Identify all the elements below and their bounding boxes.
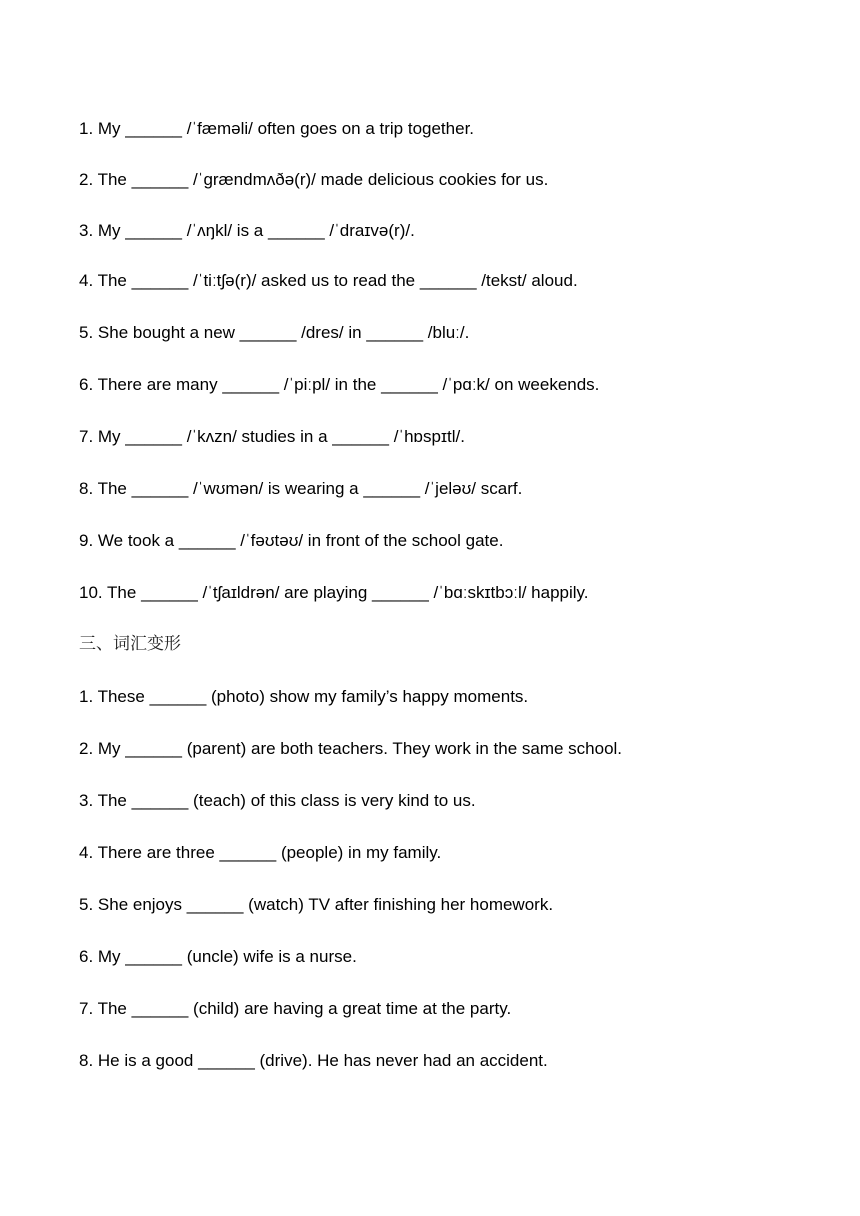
word-form-item-7: 7. The ______ (child) are having a great time at the party. bbox=[79, 999, 512, 1018]
pronunciation-item-4: 4. The ______ /ˈtiːtʃə(r)/ asked us to read the ______ /tekst/ aloud. bbox=[79, 271, 578, 290]
pronunciation-item-2: 2. The ______ /ˈɡrændmʌðə(r)/ made delicious cookies for us. bbox=[79, 170, 549, 189]
word-form-item-6: 6. My ______ (uncle) wife is a nurse. bbox=[79, 947, 357, 966]
pronunciation-item-7: 7. My ______ /ˈkʌzn/ studies in a ______ /ˈhɒspɪtl/. bbox=[79, 427, 465, 446]
pronunciation-item-8: 8. The ______ /ˈwʊmən/ is wearing a ______ /ˈjeləʊ/ scarf. bbox=[79, 479, 523, 498]
word-form-item-1: 1. These ______ (photo) show my family’s happy moments. bbox=[79, 687, 529, 706]
section-heading-word-forms: 三、词汇变形 bbox=[79, 634, 181, 654]
word-form-item-5: 5. She enjoys ______ (watch) TV after finishing her homework. bbox=[79, 895, 554, 914]
word-form-item-4: 4. There are three ______ (people) in my family. bbox=[79, 843, 442, 862]
pronunciation-item-5: 5. She bought a new ______ /dres/ in ______ /bluː/. bbox=[79, 323, 470, 342]
pronunciation-item-1: 1. My ______ /ˈfæməli/ often goes on a trip together. bbox=[79, 119, 475, 138]
pronunciation-item-9: 9. We took a ______ /ˈfəʊtəʊ/ in front of the school gate. bbox=[79, 531, 504, 550]
pronunciation-item-6: 6. There are many ______ /ˈpiːpl/ in the ______ /ˈpɑːk/ on weekends. bbox=[79, 375, 600, 394]
word-form-item-8: 8. He is a good ______ (drive). He has never had an accident. bbox=[79, 1051, 548, 1070]
pronunciation-item-10: 10. The ______ /ˈtʃaɪldrən/ are playing ______ /ˈbɑːskɪtbɔːl/ happily. bbox=[79, 583, 589, 602]
word-form-item-2: 2. My ______ (parent) are both teachers. They work in the same school. bbox=[79, 739, 623, 758]
word-form-item-3: 3. The ______ (teach) of this class is very kind to us. bbox=[79, 791, 476, 810]
pronunciation-item-3: 3. My ______ /ˈʌŋkl/ is a ______ /ˈdraɪvə(r)/. bbox=[79, 221, 415, 240]
